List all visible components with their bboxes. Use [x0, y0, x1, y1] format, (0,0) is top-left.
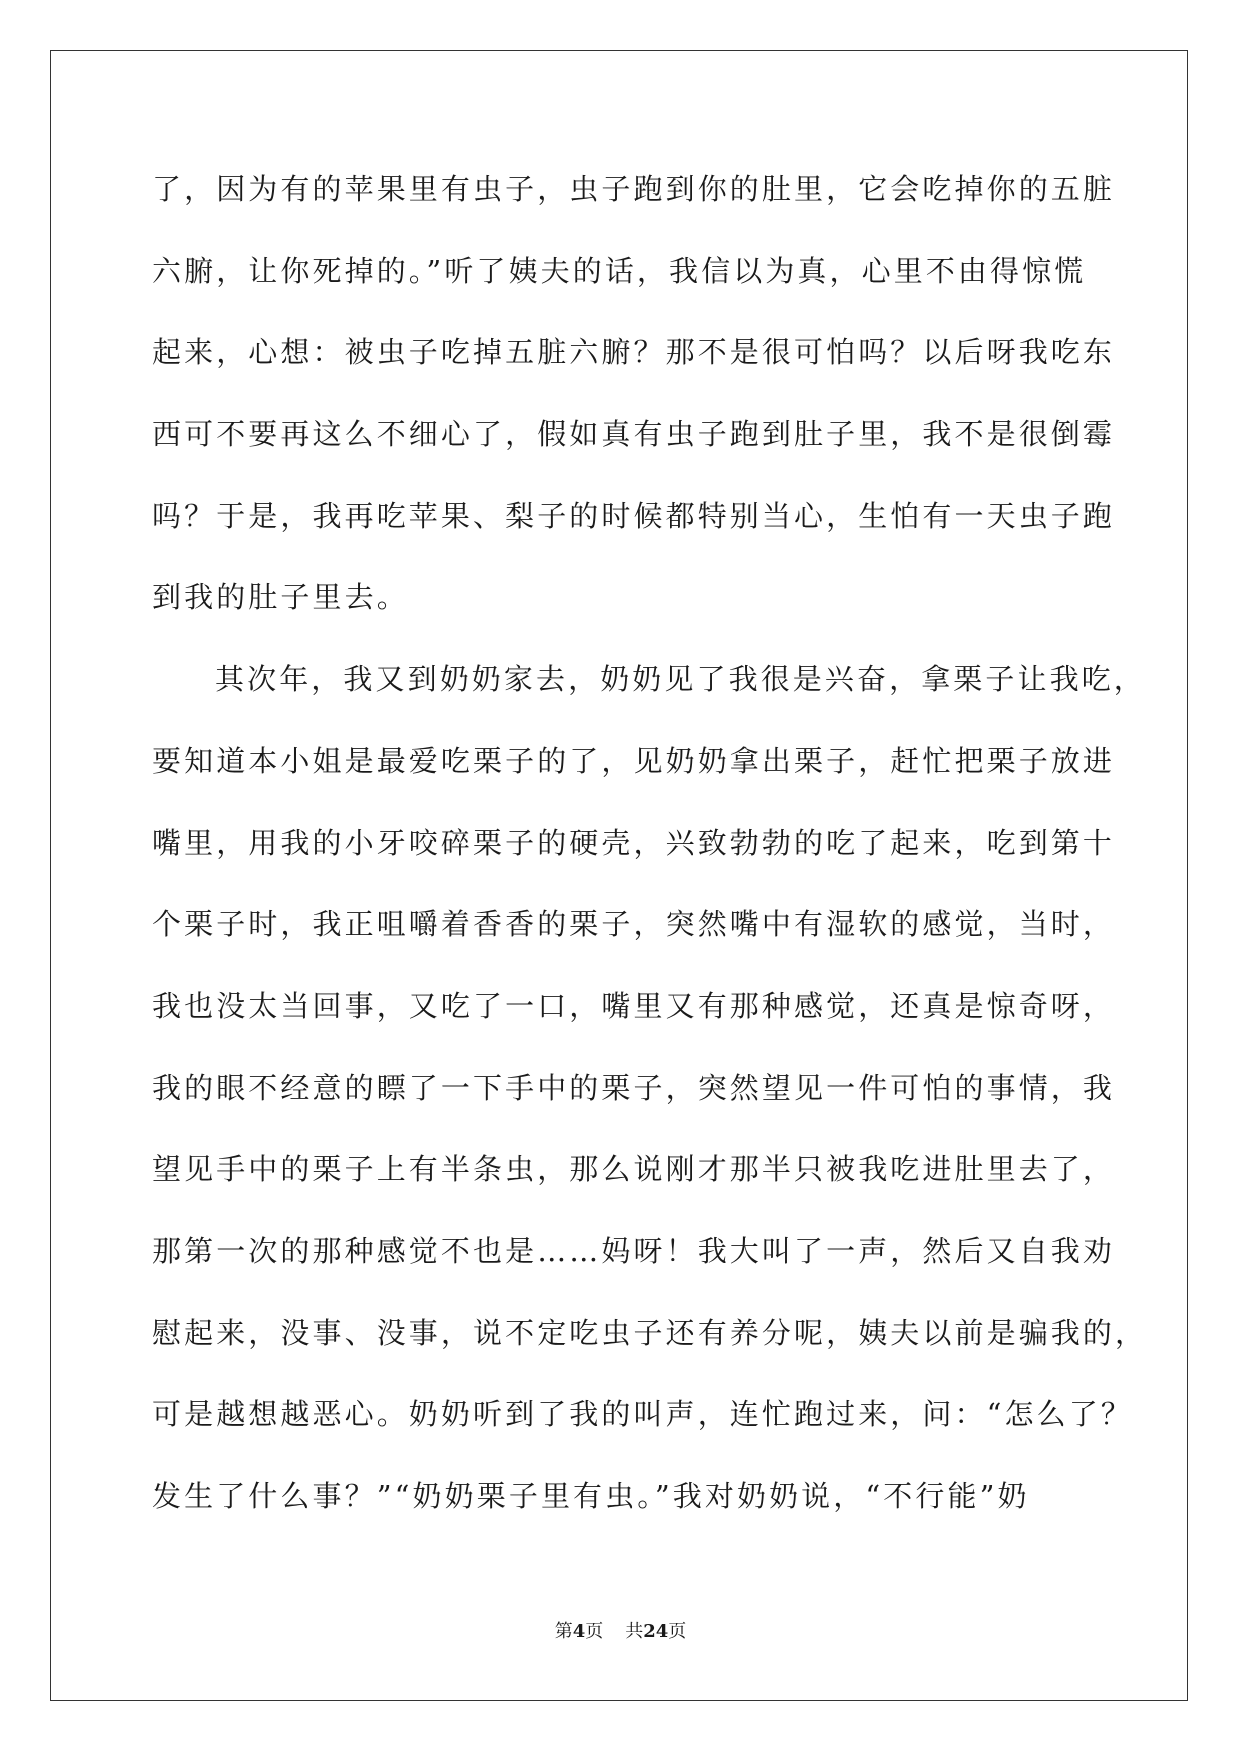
text-line: 要知道本小姐是最爱吃栗子的了，见奶奶拿出栗子，赶忙把栗子放进	[152, 743, 1116, 778]
footer-prefix: 第	[554, 1621, 573, 1642]
page-footer	[0, 1617, 1241, 1643]
text-line: 望见手中的栗子上有半条虫，那么说刚才那半只被我吃进肚里去了，	[152, 1152, 1116, 1187]
text-line: 我也没太当回事，又吃了一口，嘴里又有那种感觉，还真是惊奇呀，	[152, 988, 1116, 1023]
text-line: 其次年，我又到奶奶家去，奶奶见了我很是兴奋，拿栗子让我吃，	[215, 662, 1146, 697]
text-line: 到我的肚子里去。	[152, 580, 409, 615]
text-line: 吗？于是，我再吃苹果、梨子的时候都特别当心，生怕有一天虫子跑	[152, 498, 1116, 533]
text-line: 个栗子时，我正咀嚼着香香的栗子，突然嘴中有湿软的感觉，当时，	[152, 907, 1116, 942]
text-line: 了，因为有的苹果里有虫子，虫子跑到你的肚里，它会吃掉你的五脏	[152, 172, 1116, 206]
text-line: 嘴里，用我的小牙咬碎栗子的硬壳，兴致勃勃的吃了起来，吃到第十	[152, 825, 1116, 860]
footer-page-suffix: 页	[585, 1621, 604, 1642]
body-text	[152, 163, 1148, 1552]
text-line: 那第一次的那种感觉不也是……妈呀！我大叫了一声，然后又自我劝	[152, 1233, 1116, 1268]
text-line: 我的眼不经意的瞟了一下手中的栗子，突然望见一件可怕的事情，我	[152, 1070, 1116, 1105]
text-line: 起来，心想：被虫子吃掉五脏六腑？那不是很可怕吗？以后呀我吃东	[152, 335, 1116, 370]
text-line: 六腑，让你死掉的。”听了姨夫的话，我信以为真，心里不由得惊慌	[152, 253, 1087, 288]
footer-total-prefix: 共	[625, 1621, 644, 1642]
footer-total-suffix: 页	[668, 1621, 687, 1642]
current-page-number: 4	[572, 1621, 586, 1642]
text-line: 发生了什么事？”“奶奶栗子里有虫。”我对奶奶说，“不行能”奶	[152, 1479, 1030, 1513]
text-line: 西可不要再这么不细心了，假如真有虫子跑到肚子里，我不是很倒霉	[152, 417, 1116, 452]
text-line: 可是越想越恶心。奶奶听到了我的叫声，连忙跑过来，问：“怎么了？	[152, 1397, 1133, 1432]
text-line: 慰起来，没事、没事，说不定吃虫子还有养分呢，姨夫以前是骗我的，	[152, 1315, 1148, 1350]
total-page-count: 24	[643, 1621, 669, 1642]
